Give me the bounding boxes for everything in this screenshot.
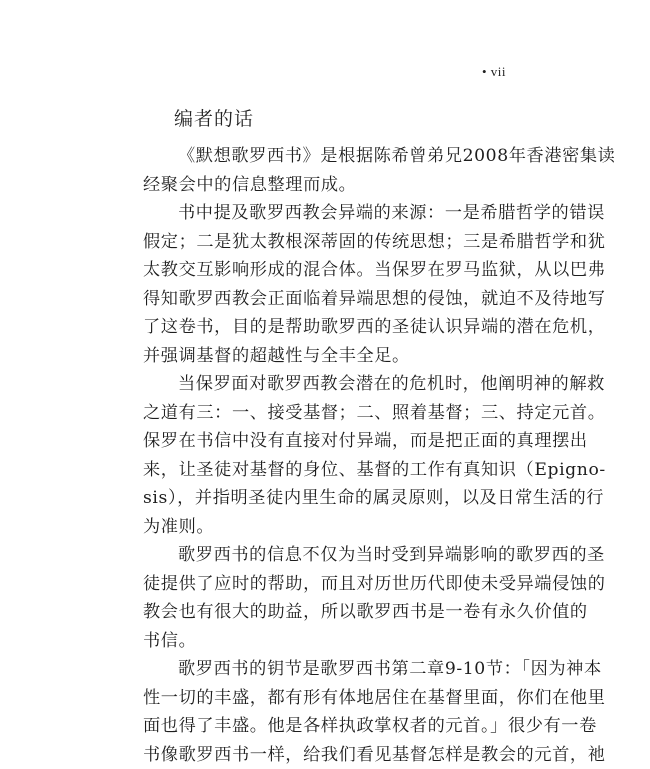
text-line: 性一切的丰盛，都有形有体地居住在基督里面，你们在他里 bbox=[143, 684, 535, 713]
body-text bbox=[143, 142, 535, 769]
text-line: 太教交互影响形成的混合体。当保罗在罗马监狱，从以巴弗 bbox=[143, 256, 535, 285]
text-line: 来，让圣徒对基督的身位、基督的工作有真知识（Epigno- bbox=[143, 456, 535, 485]
text-line: 徒提供了应时的帮助，而且对历世历代即使未受异端侵蚀的 bbox=[143, 570, 535, 599]
text-line: 歌罗西书的钥节是歌罗西书第二章9-10节：「因为神本 bbox=[143, 655, 535, 684]
text-line: 书信。 bbox=[143, 627, 535, 656]
text-line: 之道有三：一、接受基督；二、照着基督；三、持定元首。 bbox=[143, 399, 535, 428]
paragraph-1 bbox=[143, 142, 535, 199]
text-line: 歌罗西书的信息不仅为当时受到异端影响的歌罗西的圣 bbox=[143, 541, 535, 570]
page-title: 编者的话 bbox=[174, 104, 254, 131]
text-line: 《默想歌罗西书》是根据陈希曾弟兄2008年香港密集读 bbox=[143, 142, 535, 171]
text-line: 并强调基督的超越性与全丰全足。 bbox=[143, 342, 535, 371]
paragraph-3 bbox=[143, 370, 535, 541]
text-line: 了这卷书，目的是帮助歌罗西的圣徒认识异端的潜在危机， bbox=[143, 313, 535, 342]
text-line: 书像歌罗西书一样，给我们看见基督怎样是教会的元首，祂 bbox=[143, 741, 535, 769]
text-line: 面也得了丰盛。他是各样执政掌权者的元首。」很少有一卷 bbox=[143, 712, 535, 741]
text-line: 保罗在书信中没有直接对付异端，而是把正面的真理摆出 bbox=[143, 427, 535, 456]
paragraph-2 bbox=[143, 199, 535, 370]
paragraph-5 bbox=[143, 655, 535, 769]
text-line: sis），并指明圣徒内里生命的属灵原则，以及日常生活的行 bbox=[143, 484, 535, 513]
text-line: 假定；二是犹太教根深蒂固的传统思想；三是希腊哲学和犹 bbox=[143, 228, 535, 257]
text-line: 得知歌罗西教会正面临着异端思想的侵蚀，就迫不及待地写 bbox=[143, 285, 535, 314]
paragraph-4 bbox=[143, 541, 535, 655]
text-line: 书中提及歌罗西教会异端的来源：一是希腊哲学的错误 bbox=[143, 199, 535, 228]
page-number: • vii bbox=[482, 64, 506, 80]
text-line: 为准则。 bbox=[143, 513, 535, 542]
text-line: 当保罗面对歌罗西教会潜在的危机时，他阐明神的解救 bbox=[143, 370, 535, 399]
text-line: 教会也有很大的助益，所以歌罗西书是一卷有永久价值的 bbox=[143, 598, 535, 627]
text-line: 经聚会中的信息整理而成。 bbox=[143, 171, 535, 200]
